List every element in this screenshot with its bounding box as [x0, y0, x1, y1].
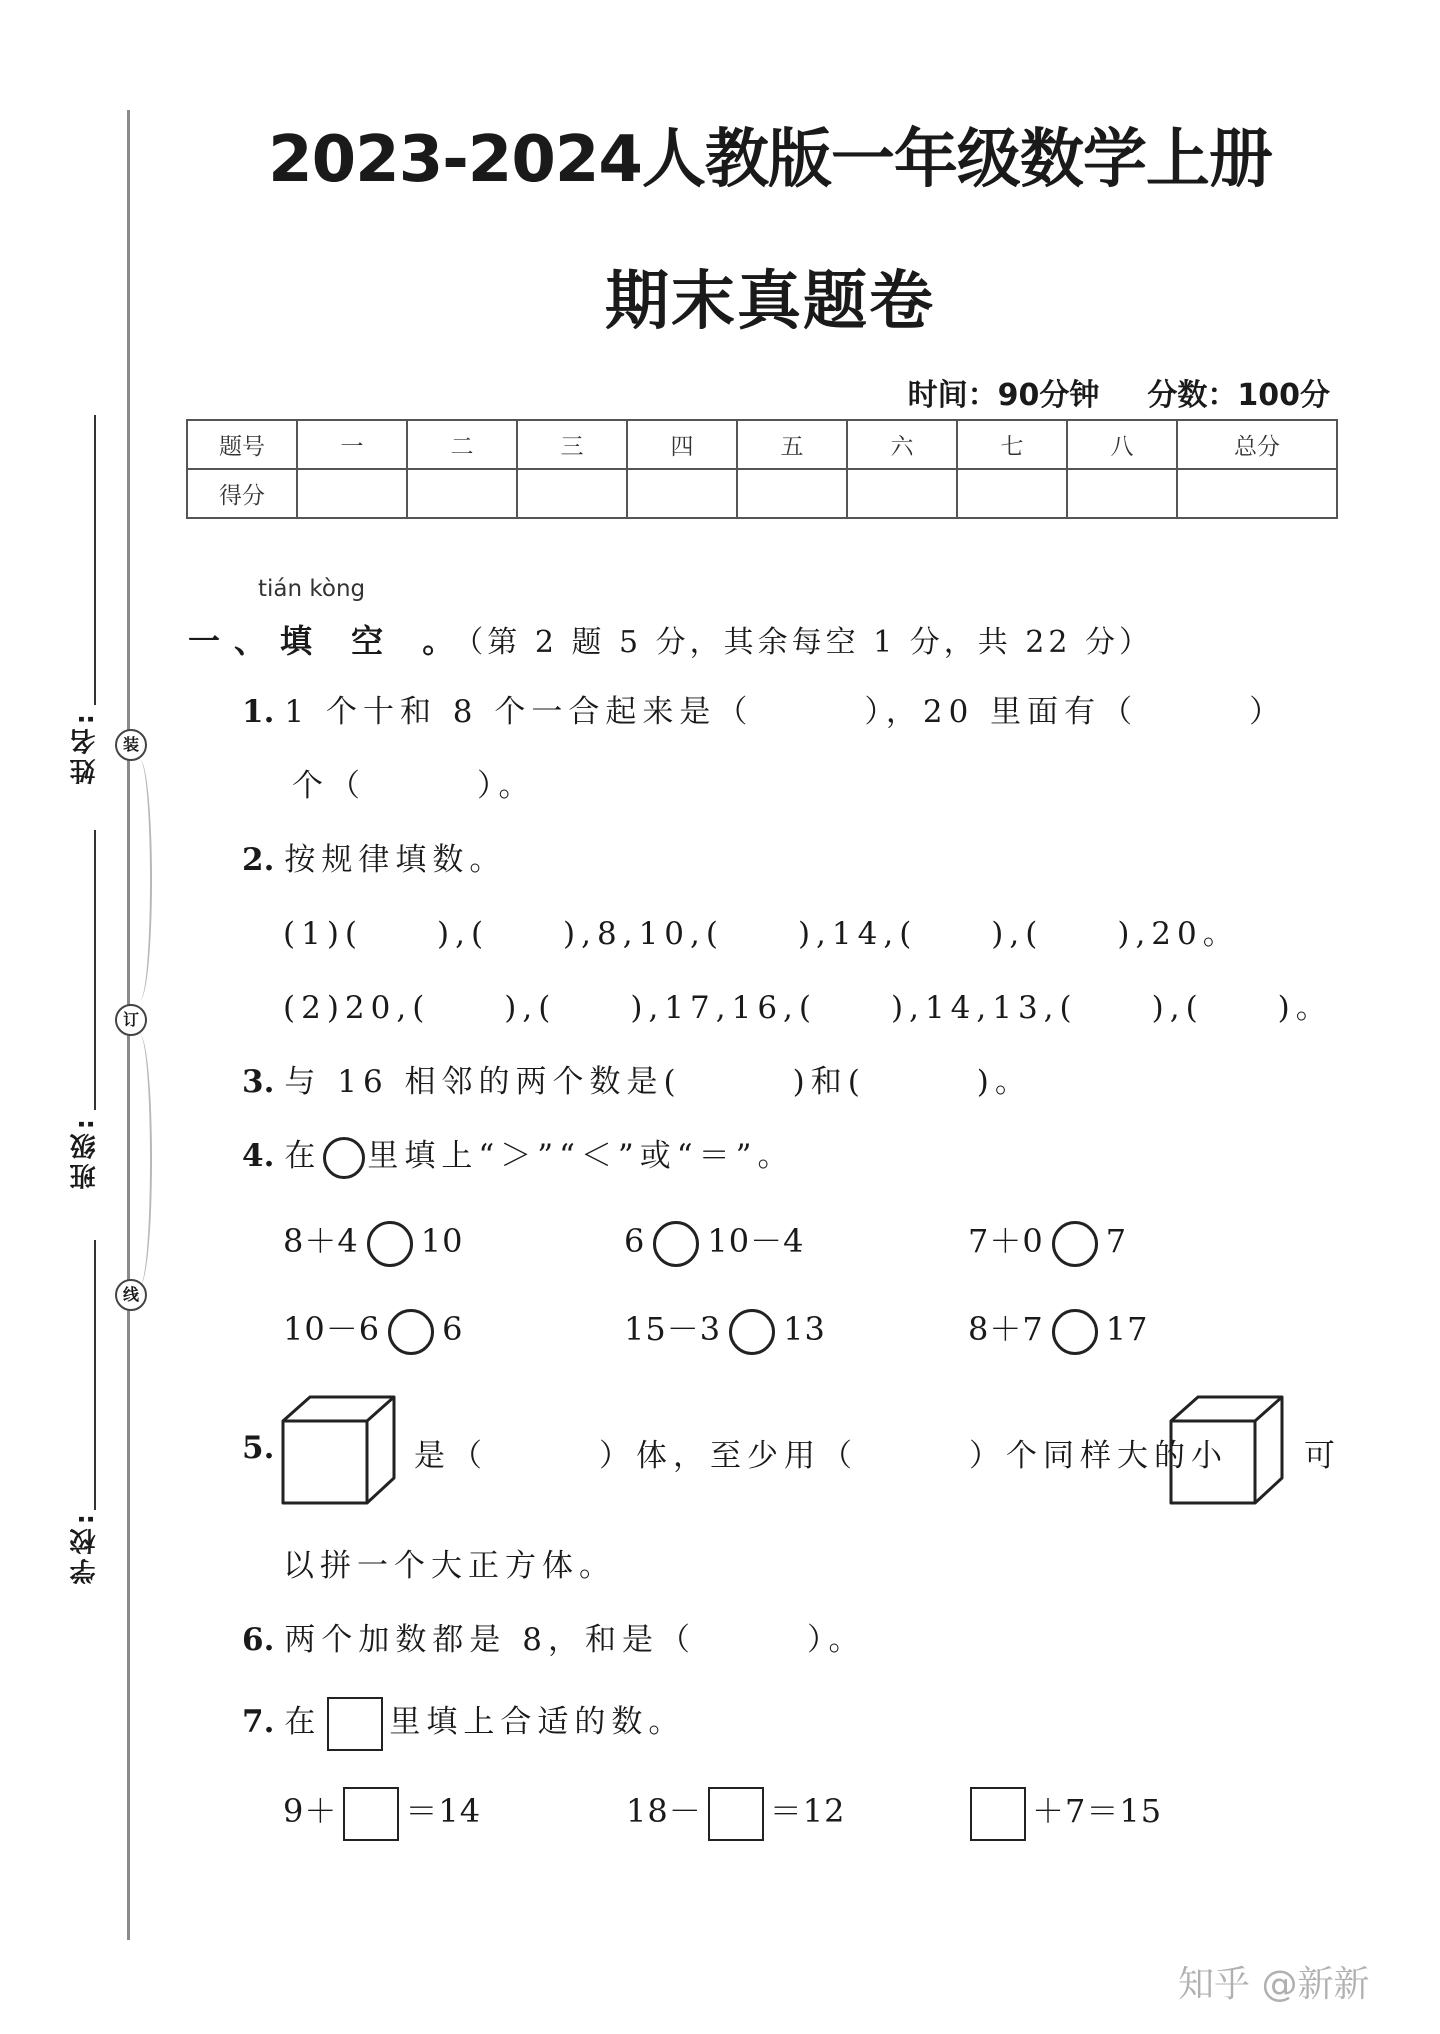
comparison-right: 10－4: [707, 1222, 805, 1260]
score-cell[interactable]: [627, 469, 737, 518]
question-6: [242, 1614, 865, 1659]
comparison-item: [283, 1304, 463, 1355]
name-label: 姓名:: [70, 710, 100, 785]
score-table-header-cell: 四: [627, 420, 737, 469]
score-table-score-row: [187, 469, 1337, 518]
section-heading: [188, 616, 1153, 662]
question-text: 与 16 相邻的两个数是( )和( )。: [284, 1064, 1032, 1100]
score-cell[interactable]: [297, 469, 407, 518]
question-1-continued: 个（ ）。: [292, 768, 536, 804]
exam-info: [860, 370, 1330, 414]
comparison-right: 7: [1105, 1222, 1128, 1260]
question-number: 3.: [242, 1064, 275, 1100]
watermark: 知乎 @新新: [1178, 1964, 1370, 2005]
question-1: [242, 686, 1286, 731]
score-table: [186, 419, 1338, 519]
question-3: [242, 1056, 1032, 1101]
expression-after: ＝12: [769, 1792, 846, 1830]
expression-before: 9＋: [283, 1792, 338, 1830]
comparison-right: 13: [783, 1310, 826, 1348]
score-table-header-cell: 二: [407, 420, 517, 469]
small-cube-icon: [1168, 1394, 1288, 1506]
score-table-header-cell: 六: [847, 420, 957, 469]
answer-circle[interactable]: [1052, 1221, 1098, 1267]
expression-after: ＋7＝15: [1032, 1792, 1163, 1830]
score-cell[interactable]: [517, 469, 627, 518]
class-blank-line: [94, 830, 96, 1110]
question-number: 1.: [242, 694, 275, 730]
question-2-sub-1: (1)( ),( ),8,10,( ),14,( ),( ),20。: [283, 916, 1240, 952]
exam-time: 时间：90分钟: [907, 378, 1100, 413]
question-text-after: 里填上“＞”“＜”或“＝”。: [367, 1138, 795, 1174]
section-title: 一、填 空 。: [188, 622, 469, 660]
answer-box[interactable]: [708, 1787, 764, 1841]
score-table-header-cell: 总分: [1177, 420, 1337, 469]
binding-mark-xian: 线: [115, 1279, 147, 1311]
score-table-header-cell: 五: [737, 420, 847, 469]
score-table-header-cell: 七: [957, 420, 1067, 469]
comparison-right: 10: [420, 1222, 464, 1260]
question-2-sub-2: (2)20,( ),( ),17,16,( ),14,13,( ),( )。: [283, 990, 1333, 1026]
comparison-item: [624, 1216, 804, 1267]
score-table-header-cell: 八: [1067, 420, 1177, 469]
question-5-text-end: 可: [1304, 1438, 1341, 1474]
expression-before: 18－: [626, 1792, 702, 1830]
answer-box[interactable]: [970, 1787, 1026, 1841]
score-row-label: 得分: [187, 469, 297, 518]
question-text: 按规律填数。: [284, 842, 507, 878]
comparison-right: 17: [1105, 1310, 1149, 1348]
question-text-after: 里填上合适的数。: [389, 1704, 686, 1740]
question-number: 6.: [242, 1622, 275, 1658]
comparison-left: 15－3: [624, 1310, 722, 1348]
score-table-header-cell: 三: [517, 420, 627, 469]
question-number: 2.: [242, 842, 275, 878]
name-blank-line: [94, 415, 96, 705]
expression-after: ＝14: [405, 1792, 482, 1830]
fill-box-item: [283, 1786, 481, 1841]
question-4: [242, 1130, 794, 1179]
comparison-right: 6: [442, 1310, 464, 1348]
large-cube-icon: [280, 1394, 400, 1506]
comparison-item: [968, 1304, 1148, 1355]
comparison-item: [624, 1304, 826, 1355]
square-box-icon: [327, 1697, 383, 1751]
binding-mark-ding: 订: [115, 1004, 147, 1036]
exam-title: 2023-2024人教版一年级数学上册: [268, 123, 1272, 197]
section-note: （第 2 题 5 分，其余每空 1 分，共 22 分）: [468, 625, 1154, 660]
score-cell[interactable]: [957, 469, 1067, 518]
answer-box[interactable]: [343, 1787, 399, 1841]
answer-circle[interactable]: [367, 1221, 413, 1267]
fill-box-item: [964, 1786, 1162, 1841]
comparison-left: 8＋7: [968, 1310, 1044, 1348]
question-text: 1 个十和 8 个一合起来是（ ），20 里面有（ ）: [284, 694, 1287, 730]
section-pinyin: tián kòng: [258, 576, 366, 602]
score-table-header-cell: 题号: [187, 420, 297, 469]
question-5-continued: 以拼一个大正方体。: [283, 1548, 616, 1584]
score-cell[interactable]: [407, 469, 517, 518]
answer-circle[interactable]: [653, 1221, 699, 1267]
comparison-left: 10－6: [283, 1310, 381, 1348]
question-text-before: 在: [284, 1704, 322, 1740]
class-label: 班级:: [70, 1115, 100, 1190]
score-cell[interactable]: [1067, 469, 1177, 518]
score-cell[interactable]: [847, 469, 957, 518]
comparison-left: 6: [624, 1222, 646, 1260]
score-cell[interactable]: [1177, 469, 1337, 518]
fill-box-item: [626, 1786, 845, 1841]
question-5-number: [242, 1430, 284, 1466]
answer-circle[interactable]: [388, 1309, 434, 1355]
binding-arc: [128, 1035, 152, 1285]
exam-total-score: 分数：100分: [1147, 378, 1330, 413]
question-7: [242, 1696, 685, 1751]
comparison-left: 7＋0: [968, 1222, 1044, 1260]
answer-circle[interactable]: [729, 1309, 775, 1355]
question-text: 两个加数都是 8，和是（ ）。: [284, 1622, 866, 1658]
comparison-item: [283, 1216, 463, 1267]
question-number: 4.: [242, 1138, 275, 1174]
question-text-before: 在: [284, 1138, 322, 1174]
question-2: [242, 834, 506, 879]
binding-arc: [128, 760, 152, 1000]
exam-subtitle: 期末真题卷: [605, 265, 935, 339]
score-table-header-cell: 一: [297, 420, 407, 469]
question-number: 7.: [242, 1704, 275, 1740]
school-label: 学校:: [70, 1510, 100, 1585]
question-5-text: 是（ ）体，至少用（ ）个同样大的小: [414, 1438, 1228, 1474]
binding-mark-zhuang: 装: [115, 729, 147, 761]
score-cell[interactable]: [737, 469, 847, 518]
comparison-left: 8＋4: [283, 1222, 359, 1260]
comparison-circle-icon: [323, 1137, 365, 1179]
score-table-header-row: [187, 420, 1337, 469]
question-number: 5.: [242, 1430, 275, 1466]
answer-circle[interactable]: [1052, 1309, 1098, 1355]
school-blank-line: [94, 1240, 96, 1510]
comparison-item: [968, 1216, 1127, 1267]
